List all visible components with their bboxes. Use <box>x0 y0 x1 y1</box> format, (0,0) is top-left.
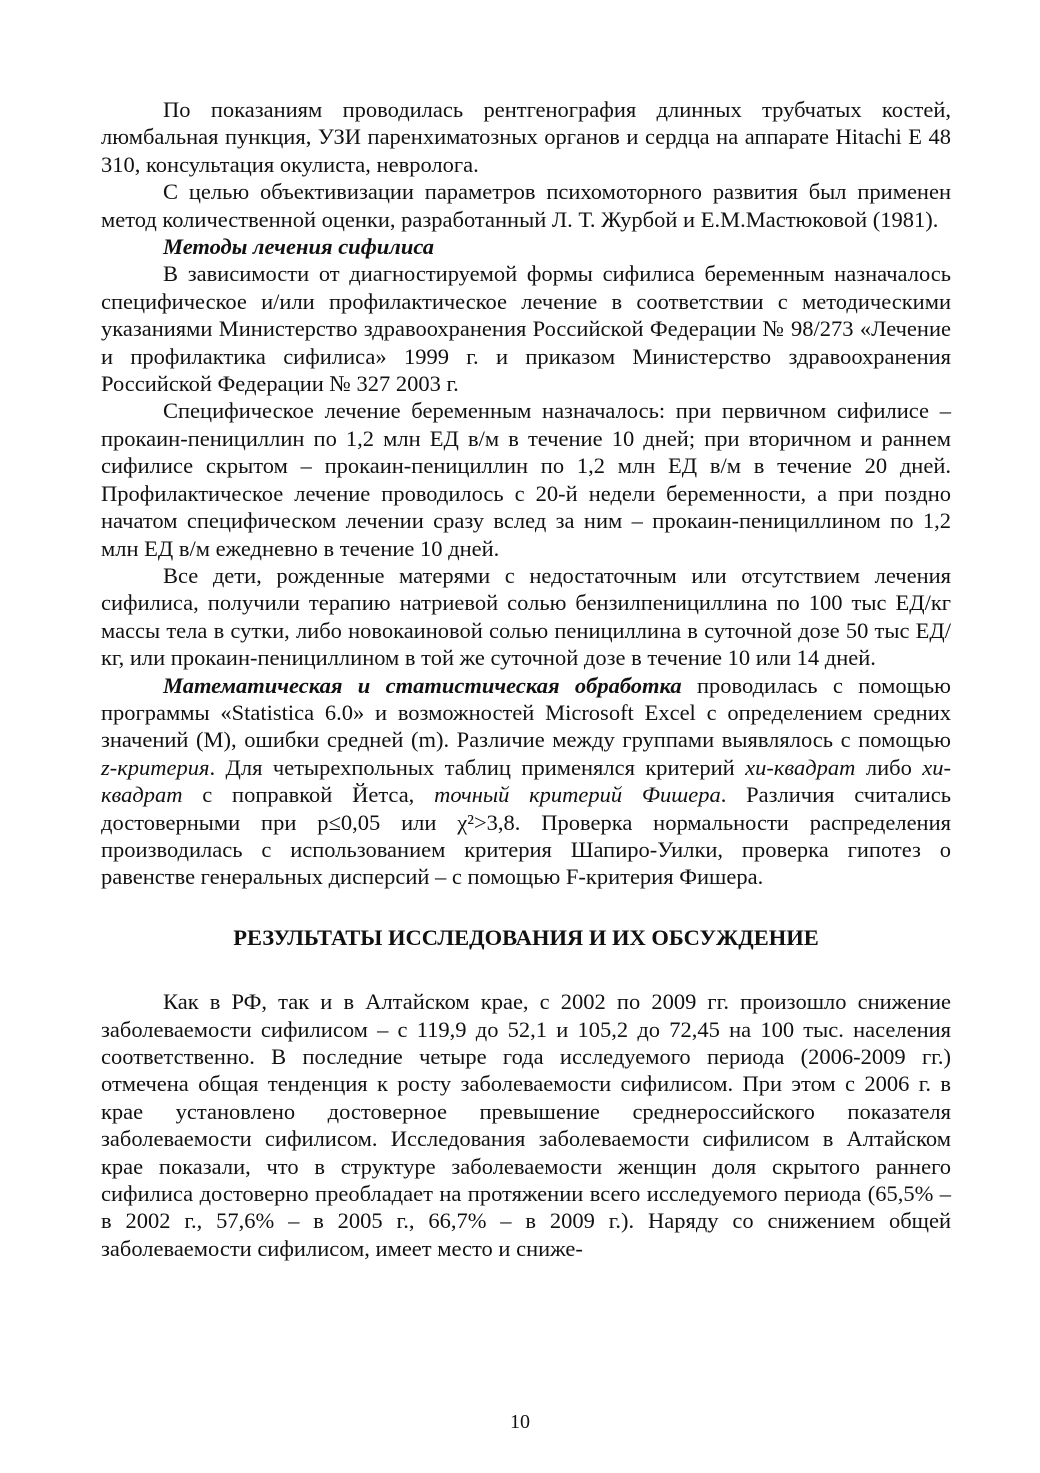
paragraph-children-therapy: Все дети, рожденные матерями с недостаточным или отсутствием лечения сифилиса, получили терапию натриевой солью бензилпенициллина по 100 тыс ЕД/кг массы тела в сутки, либо новокаиновой солью пенициллина в суточной дозе 50 тыс ЕД/кг, или прокаин-пенициллином в той же суточной дозе в течение 10 или 14 дней. <box>101 562 951 671</box>
paragraph-results: Как в РФ, так и в Алтайском крае, с 2002 по 2009 гг. произошло снижение заболеваемости сифилисом – с 119,9 до 52,1 и 105,2 до 72,45 на 100 тыс. населения соответственно. В последние четыре года исследуемого периода (2006-2009 гг.) отмечена общая тенденция к росту заболеваемости сифилисом. При этом с 2006 г. в крае установлено достоверное превышение среднероссийского показателя заболеваемости сифилисом. Исследования заболеваемости сифилисом в Алтайском крае показали, что в структуре заболеваемости женщин доля скрытого раннего сифилиса достоверно преобладает на протяжении всего исследуемого периода (65,5% – в 2002 г., 57,6% – в 2005 г., 66,7% – в 2009 г.). Наряду со снижением общей заболеваемости сифилисом, имеет место и сниже- <box>101 989 951 1261</box>
paragraph-specific-treatment: Специфическое лечение беременным назначалось: при первичном сифилисе – прокаин-пенициллин по 1,2 млн ЕД в/м в течение 10 дней; при вторичном и раннем сифилисе скрытом – прокаин-пенициллин по 1,2 млн ЕД в/м в течение 20 дней. Профилактическое лечение проводилось с 20-й недели беременности, а при поздно начатом специфическом лечении сразу вслед за ним – прокаин-пенициллином по 1,2 млн ЕД в/м ежедневно в течение 10 дней. <box>101 398 951 561</box>
statistics-italic-3: хи-квадрат <box>101 754 952 808</box>
statistics-text-4: с поправкой Йетса, <box>182 782 435 808</box>
statistics-text-1: проводилась с помощью программы «Statistica 6.0» и возможностей Microsoft Excel с определением средних значений (M), ошибки средней (m). Различие между группами выявлялось с помощью <box>101 672 951 753</box>
paragraph-statistics <box>101 672 951 891</box>
subheading-treatment-methods: Методы лечения сифилиса <box>163 234 435 260</box>
statistics-italic-2: хи-квадрат <box>745 754 856 780</box>
paragraph-psychomotor-assessment: С целью объективизации параметров психомоторного развития был применен метод количественной оценки, разработанный Л. Т. Журбой и Е.М.Мастюковой (1981). <box>101 179 951 232</box>
statistics-italic-1: z-критерия <box>101 754 210 780</box>
paragraph-treatment-assignment: В зависимости от диагностируемой формы сифилиса беременным назначалось специфическое и/или профилактическое лечение в соответствии с методическими указаниями Министерство здравоохранения Российской Федерации № 98/273 «Лечение и профилактика сифилиса» 1999 г. и приказом Министерство здравоохранения Российской Федерации № 327 2003 г. <box>101 261 951 397</box>
statistics-text-3: либо <box>855 754 923 780</box>
statistics-text-5: . Различия считались достоверными при p≤0,05 или χ²>3,8. Проверка нормальности распределения производилась с использованием критерия Шапиро-Уилки, проверка гипотез о равенстве генеральных дисперсий – с помощью F-критерия Фишера. <box>101 782 951 890</box>
statistics-text-2: . Для четырехпольных таблиц применялся критерий <box>209 754 746 780</box>
page-number: 10 <box>510 1411 530 1433</box>
statistics-italic-4: точный критерий Фишера <box>434 782 721 808</box>
document-page <box>101 96 951 1262</box>
statistics-lead: Математическая и статистическая обработка <box>163 672 682 698</box>
section-title-results: РЕЗУЛЬТАТЫ ИССЛЕДОВАНИЯ И ИХ ОБСУЖДЕНИЕ <box>233 924 819 950</box>
paragraph-diagnostics: По показаниям проводилась рентгенография длинных трубчатых костей, люмбальная пункция, УЗИ паренхиматозных органов и сердца на аппарате Hitachi E 48 310, консультация окулиста, невролога. <box>101 97 951 177</box>
